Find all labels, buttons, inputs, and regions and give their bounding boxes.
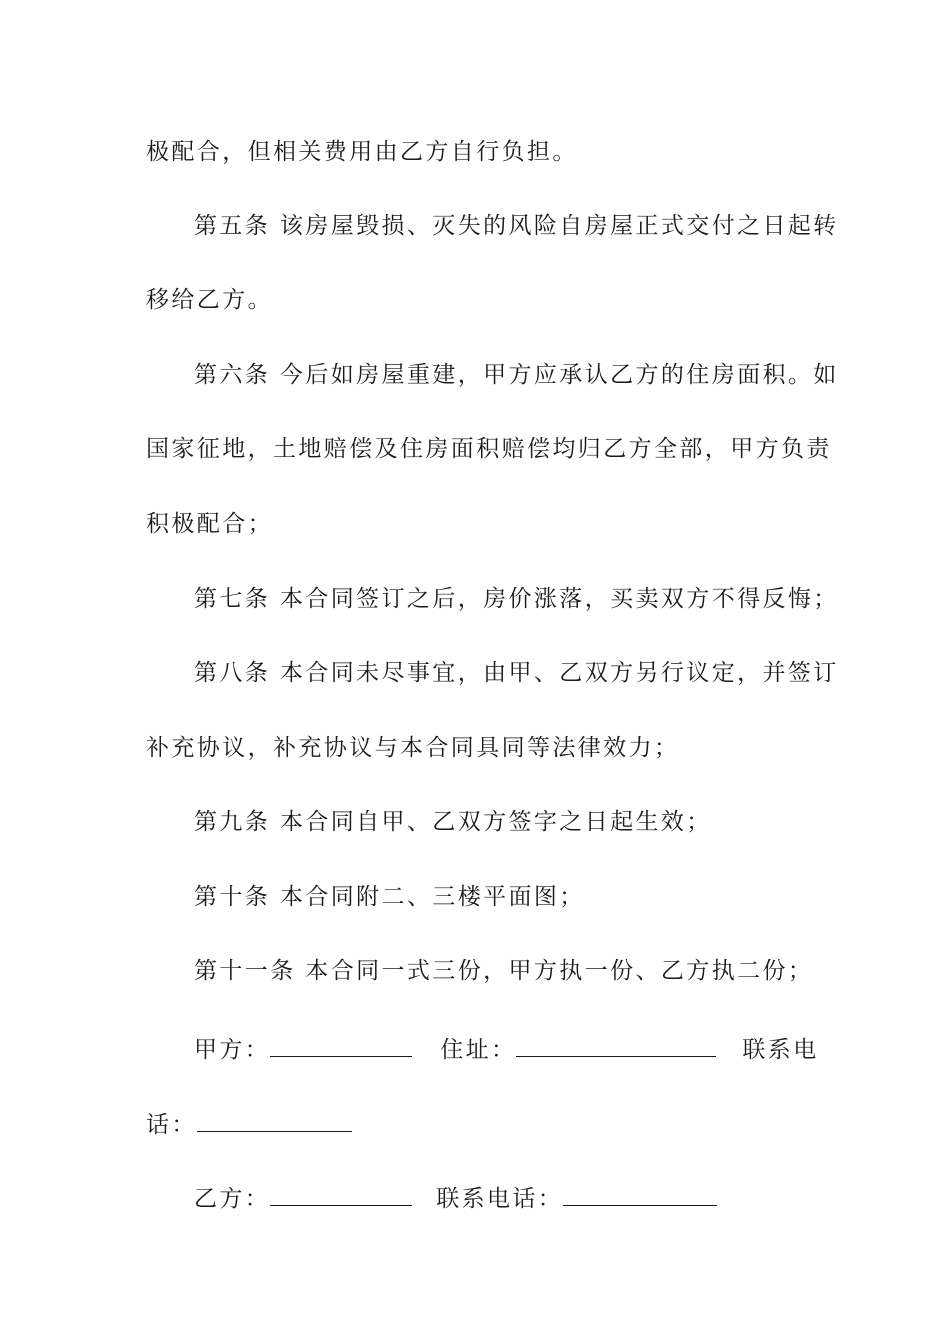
article-5-line-1: 第五条 该房屋毁损、灭失的风险自房屋正式交付之日起转: [194, 213, 839, 239]
party-b-signature-row: [194, 1183, 874, 1214]
article-8-line-2: 补充协议，补充协议与本合同具同等法律效力；: [146, 735, 680, 761]
article-8-line-1: 第八条 本合同未尽事宜，由甲、乙双方另行议定，并签订: [194, 660, 839, 686]
text-line: 极配合，但相关费用由乙方自行负担。: [146, 139, 578, 165]
article-11: 第十一条 本合同一式三份，甲方执一份、乙方执二份；: [194, 958, 814, 984]
party-b-phone-label: 联系电话：: [436, 1186, 564, 1212]
party-a-signature-row: [194, 1034, 874, 1065]
phone-label-part2: 话：: [146, 1112, 197, 1138]
party-b-label: 乙方：: [194, 1186, 271, 1212]
article-6-line-2: 国家征地，土地赔偿及住房面积赔偿均归乙方全部，甲方负责: [146, 436, 832, 462]
party-a-label: 甲方：: [194, 1037, 271, 1063]
party-a-phone-blank[interactable]: [197, 1109, 352, 1132]
article-6-line-1: 第六条 今后如房屋重建，甲方应承认乙方的住房面积。如: [194, 362, 839, 388]
party-b-blank[interactable]: [270, 1183, 412, 1206]
address-blank[interactable]: [516, 1034, 716, 1057]
article-6-line-3: 积极配合；: [146, 511, 273, 537]
article-9: 第九条 本合同自甲、乙双方签字之日起生效；: [194, 809, 712, 835]
party-a-blank[interactable]: [270, 1034, 412, 1057]
article-7: 第七条 本合同签订之后，房价涨落，买卖双方不得反悔；: [194, 586, 839, 612]
phone-label-part1: 联系电: [742, 1037, 819, 1063]
article-10: 第十条 本合同附二、三楼平面图；: [194, 884, 585, 910]
address-label: 住址：: [440, 1037, 517, 1063]
article-5-line-2: 移给乙方。: [146, 287, 273, 313]
party-b-phone-blank[interactable]: [563, 1183, 717, 1206]
party-a-phone-row: [146, 1109, 826, 1140]
